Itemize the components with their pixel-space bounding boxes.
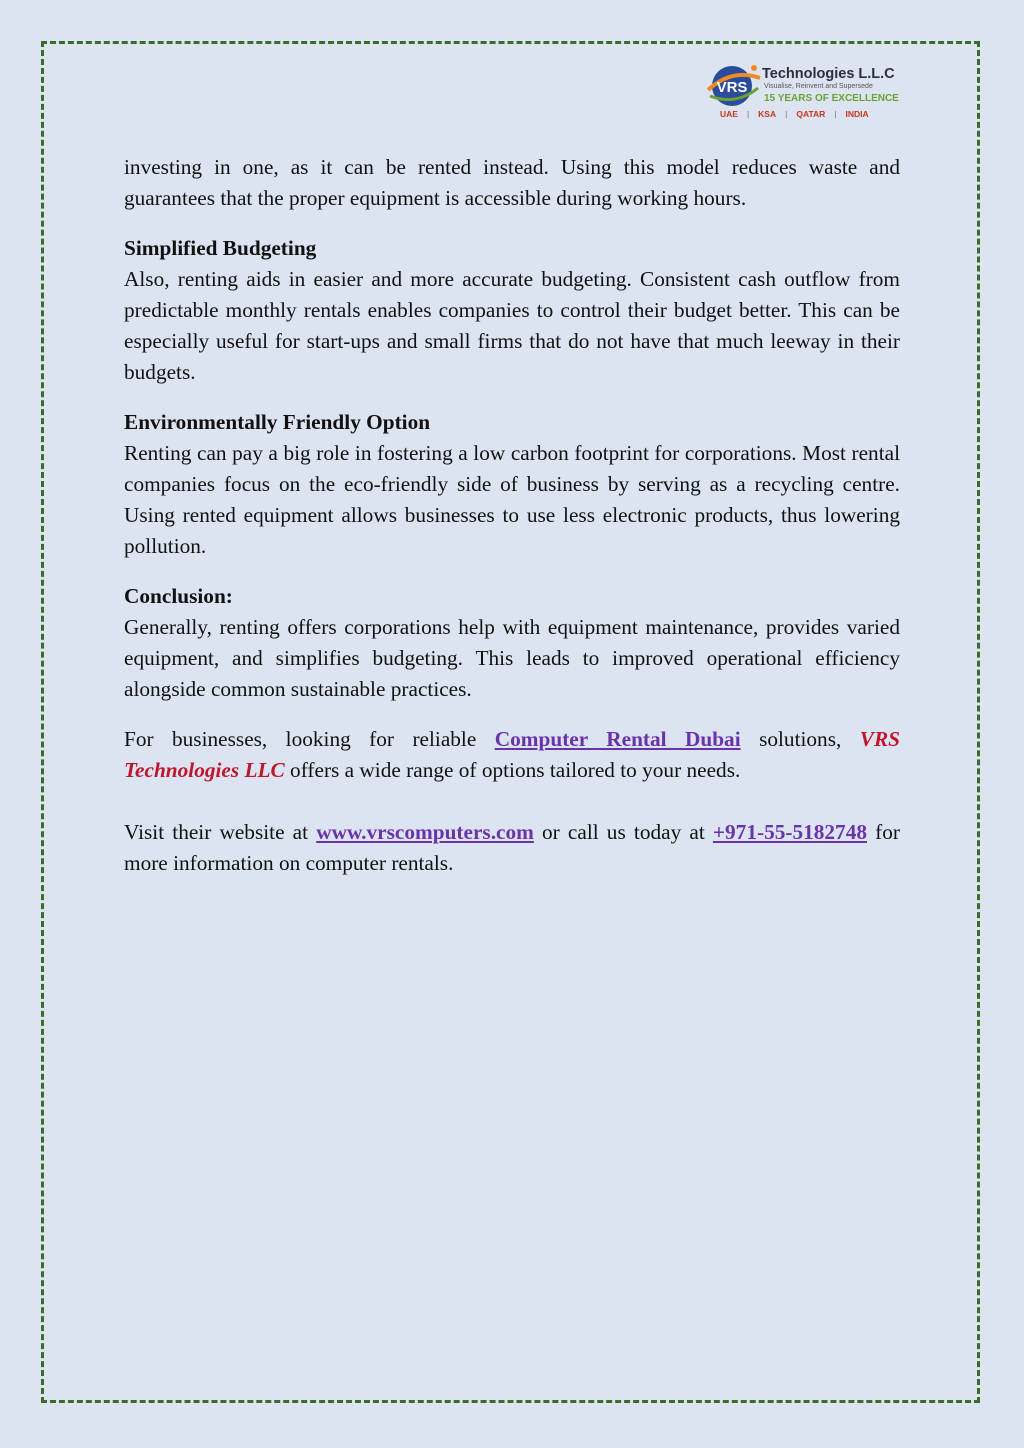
country-ksa: KSA [758, 109, 777, 119]
budgeting-body: Also, renting aids in easier and more accurate budgeting. Consistent cash outflow from predictable monthly rentals enables companies to control their budget better. This can be especially useful for start-ups and small firms that do not have that much leeway in their budgets. [124, 267, 900, 384]
logo-brand: Technologies L.L.C [762, 66, 895, 82]
country-uae: UAE [720, 109, 738, 119]
country-india: INDIA [845, 109, 869, 119]
environment-heading: Environmentally Friendly Option [124, 410, 431, 434]
website-link[interactable]: www.vrscomputers.com [316, 820, 534, 844]
budgeting-heading: Simplified Budgeting [124, 236, 317, 260]
logo-tagline: Visualise, Reinvent and Supersede [764, 83, 873, 90]
phone-link[interactable]: +971-55-5182748 [712, 820, 867, 844]
document-body [124, 152, 900, 898]
cta-paragraph [124, 724, 900, 786]
contact-paragraph [124, 817, 900, 879]
conclusion-body: Generally, renting offers corporations help with equipment maintenance, provides varied equipment, and simplifies budgeting. This leads to improved operational efficiency alongside common sustainable practices. [124, 615, 900, 701]
country-qatar: QATAR [796, 109, 826, 119]
contact-prefix: Visit their website at [124, 820, 317, 844]
intro-paragraph: investing in one, as it can be rented instead. Using this model reduces waste and guarantees that the proper equipment is accessible during working hours. [124, 155, 900, 210]
contact-middle: or call us today at [533, 820, 713, 844]
cta-suffix: offers a wide range of options tailored to your needs. [284, 758, 741, 782]
computer-rental-dubai-link[interactable]: Computer Rental Dubai [494, 727, 741, 751]
globe-logo-icon [702, 60, 766, 110]
conclusion-heading: Conclusion: [124, 584, 233, 608]
company-name: VRS Technologies LLC [124, 727, 901, 782]
logo-initials: VRS [716, 79, 748, 96]
cta-prefix: For businesses, looking for reliable [124, 727, 495, 751]
cta-middle: solutions, [740, 727, 860, 751]
contact-suffix: for more information on computer rentals. [124, 820, 900, 875]
logo-countries: UAE | KSA | QATAR | INDIA [720, 109, 869, 119]
environment-body: Renting can pay a big role in fostering a low carbon footprint for corporations. Most rental companies focus on the eco-friendly side of business by serving as a recycling centre. Using rented equipment allows businesses to use less electronic products, thus lowering pollution. [124, 441, 900, 558]
logo-excellence: 15 YEARS OF EXCELLENCE [764, 93, 899, 104]
company-logo[interactable] [702, 60, 912, 124]
